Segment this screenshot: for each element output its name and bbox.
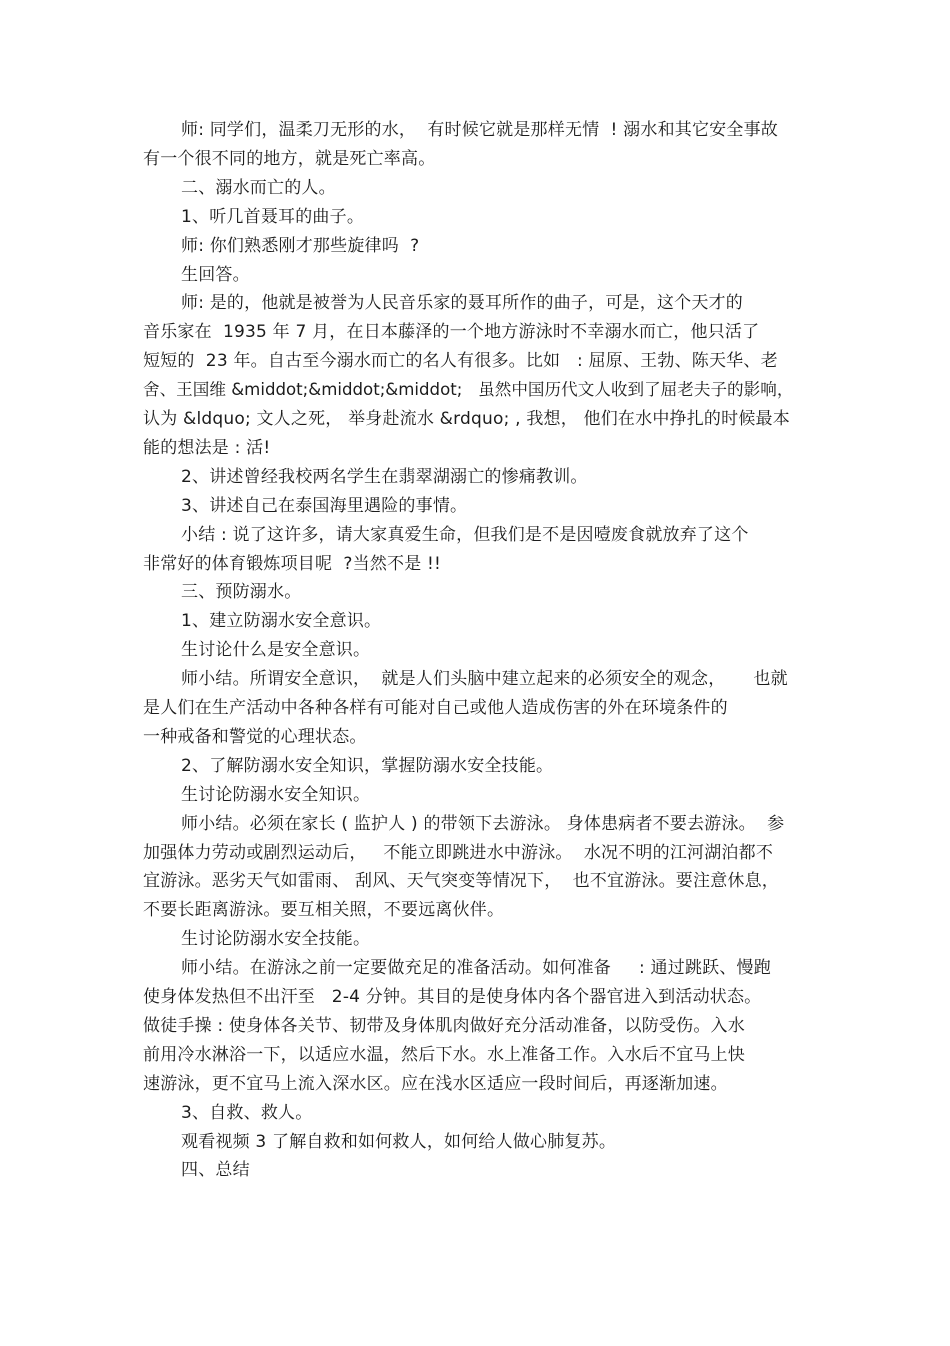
text-line: 师: 是的，他就是被誉为人民音乐家的聂耳所作的曲子，可是，这个天才的 — [181, 293, 743, 314]
text-line: 小结 : 说了这许多，请大家真爱生命，但我们是不是因噎废食就放弃了这个 — [181, 524, 749, 545]
text-line: 使身体发热但不出汗至 2-4 分钟。其目的是使身体内各个器官进入到活动状态。 — [143, 987, 762, 1007]
text-line: 生讨论防溺水安全知识。 — [181, 784, 371, 805]
text-line: 师: 同学们，温柔刀无形的水， 有时候它就是那样无情 ! 溺水和其它安全事故 — [181, 120, 778, 140]
text-line: 四、总结 — [181, 1160, 250, 1181]
text-line: 1、建立防溺水安全意识。 — [181, 611, 382, 632]
text-line: 前用冷水淋浴一下，以适应水温，然后下水。水上准备工作。入水后不宜马上快 — [143, 1044, 745, 1065]
text-line: 不要长距离游泳。要互相关照，不要远离伙伴。 — [143, 900, 505, 921]
text-line: 有一个很不同的地方，就是死亡率高。 — [143, 148, 436, 169]
text-line: 认为 &ldquo; 文人之死， 举身赴流水 &rdquo; , 我想， 他们在水中挣扎的时候最本 — [143, 409, 790, 429]
text-line: 师小结。必须在家长 ( 监护人 ) 的带领下去游泳。 身体患病者不要去游泳。 参 — [181, 813, 785, 834]
text-line: 音乐家在 1935 年 7 月，在日本藤泽的一个地方游泳时不幸溺水而亡，他只活了 — [143, 322, 760, 343]
text-line: 生回答。 — [181, 264, 250, 285]
text-line: 速游泳，更不宜马上流入深水区。应在浅水区适应一段时间后，再逐渐加速。 — [143, 1073, 728, 1094]
text-line: 二、溺水而亡的人。 — [181, 177, 336, 198]
text-line: 能的想法是 : 活! — [143, 437, 271, 458]
text-line: 一种戒备和警觉的心理状态。 — [143, 726, 367, 747]
text-line: 1、听几首聂耳的曲子。 — [181, 206, 365, 227]
text-line: 加强体力劳动或剧烈运动后， 不能立即跳进水中游泳。 水况不明的江河湖泊都不 — [143, 842, 774, 863]
text-line: 2、了解防溺水安全知识，掌握防溺水安全技能。 — [181, 755, 554, 776]
text-line: 师小结。在游泳之前一定要做充足的准备活动。如何准备 : 通过跳跃、慢跑 — [181, 958, 771, 979]
text-line: 三、预防溺水。 — [181, 582, 302, 603]
text-line: 2、讲述曾经我校两名学生在翡翠湖溺亡的惨痛教训。 — [181, 466, 588, 487]
text-line: 师: 你们熟悉刚才那些旋律吗 ? — [181, 235, 420, 256]
text-line: 舍、王国维 &middot;&middot;&middot; 虽然中国历代文人收到了屈老夫子的影响， — [143, 380, 794, 400]
text-line: 生讨论什么是安全意识。 — [181, 640, 371, 661]
text-line: 生讨论防溺水安全技能。 — [181, 929, 371, 950]
text-line: 做徒手操 : 使身体各关节、韧带及身体肌肉做好充分活动准备，以防受伤。入水 — [143, 1015, 745, 1036]
text-line: 3、自救、救人。 — [181, 1102, 313, 1123]
text-line: 宜游泳。恶劣天气如雷雨、 刮风、天气突变等情况下， 也不宜游泳。要注意休息， — [143, 871, 780, 892]
text-line: 观看视频 3 了解自救和如何救人，如何给人做心肺复苏。 — [181, 1131, 617, 1152]
text-line: 师小结。所谓安全意识， 就是人们头脑中建立起来的必须安全的观念， 也就 — [181, 669, 788, 690]
text-line: 3、讲述自己在泰国海里遇险的事情。 — [181, 495, 468, 516]
text-line: 短短的 23 年。自古至今溺水而亡的名人有很多。比如 : 屈原、王勃、陈天华、老 — [143, 351, 778, 372]
text-line: 是人们在生产活动中各种各样有可能对自己或他人造成伤害的外在环境条件的 — [143, 698, 728, 718]
text-line: 非常好的体育锻炼项目呢 ?当然不是 !! — [143, 553, 442, 574]
